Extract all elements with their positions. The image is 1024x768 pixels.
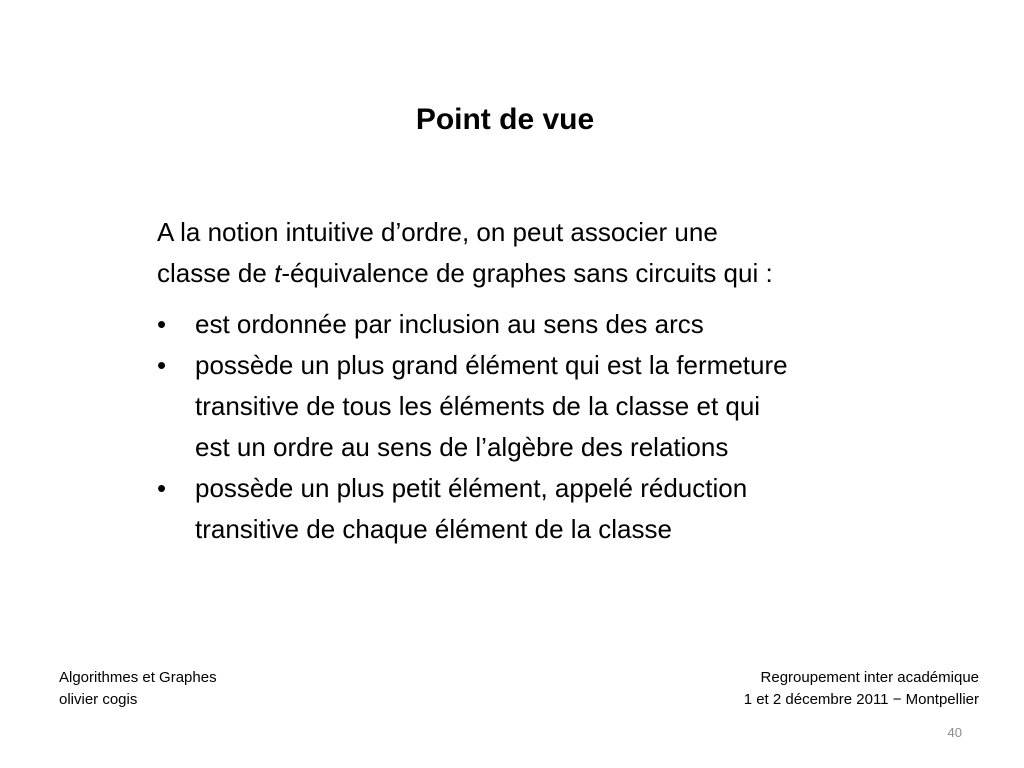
- bullet-marker: •: [157, 473, 167, 503]
- intro-text-after: -équivalence de graphes sans circuits qui :: [281, 258, 773, 288]
- bullet-line: est ordonnée par inclusion au sens des arcs: [195, 309, 704, 339]
- footer-date-location: 1 et 2 décembre 2011 − Montpellier: [743, 691, 979, 708]
- footer-course-title: Algorithmes et Graphes: [59, 669, 217, 686]
- intro-italic-t: t: [274, 258, 282, 288]
- bullet-line: possède un plus petit élément, appelé réduction: [195, 473, 748, 503]
- slide-title: Point de vue: [415, 103, 595, 136]
- footer-left: [59, 667, 217, 711]
- intro-line-1: A la notion intuitive d’ordre, on peut associer une: [157, 217, 718, 247]
- bullet-item: [157, 304, 927, 345]
- page-number: 40: [947, 725, 962, 740]
- bullet-line: possède un plus grand élément qui est la fermeture: [195, 350, 788, 380]
- intro-text-before: classe de: [157, 258, 275, 288]
- intro-line-2: [157, 253, 927, 294]
- bullet-line: transitive de tous les éléments de la classe et qui: [195, 391, 761, 421]
- intro-paragraph: [157, 212, 927, 294]
- bullet-line: est un ordre au sens de l’algèbre des relations: [195, 432, 729, 462]
- bullet-item: [157, 468, 927, 550]
- footer-event: Regroupement inter académique: [760, 669, 979, 686]
- footer-author: olivier cogis: [59, 691, 138, 708]
- footer-right: [744, 667, 979, 711]
- bullet-marker: •: [157, 350, 167, 380]
- slide-body: [157, 212, 927, 550]
- bullet-marker: •: [157, 309, 167, 339]
- bullet-line: transitive de chaque élément de la classe: [195, 514, 672, 544]
- bullet-list: [157, 304, 927, 550]
- bullet-item: [157, 345, 927, 468]
